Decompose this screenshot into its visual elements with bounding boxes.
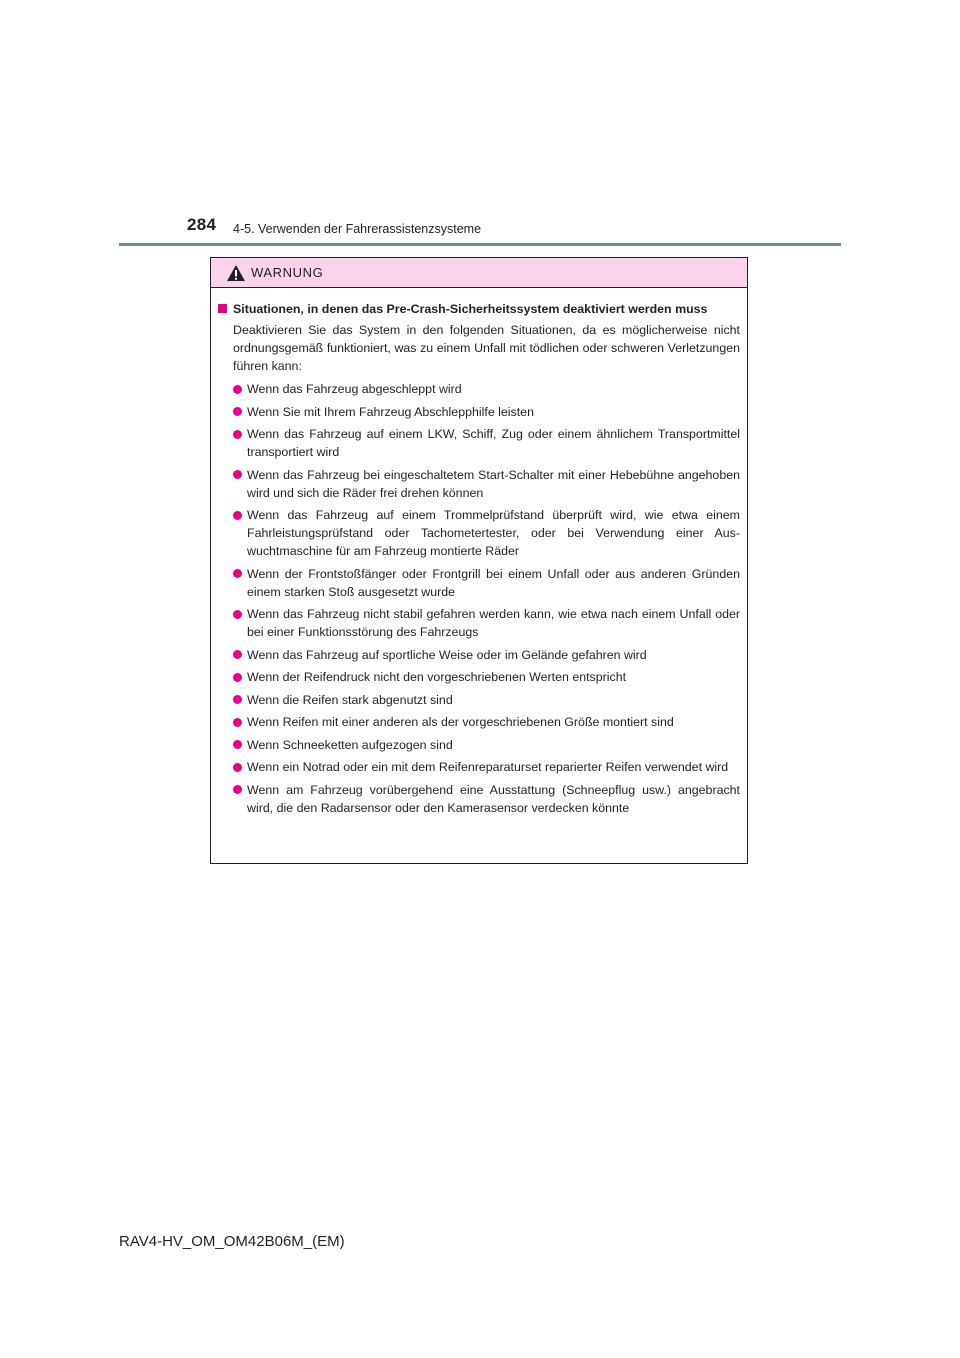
bullet-dot-icon [233,569,242,578]
warning-box [210,257,748,864]
bullet-dot-icon [233,650,242,659]
warning-subheading [218,300,740,318]
list-item [233,668,740,686]
list-item-text: Wenn Schneeketten aufgezogen sind [247,737,453,752]
list-item-text: Wenn das Fahrzeug auf einem Trommelprüfstand überprüft wird, wie etwa einem Fahrleistungsprüfstand oder Tachometertester, oder bei Verwendung einer Auswuchtmaschine für am Fahrzeug montierte Räder [247,508,740,558]
bullet-dot-icon [233,673,242,682]
list-item [233,713,740,731]
bullet-dot-icon [233,470,242,479]
list-item-text: Wenn das Fahrzeug auf einem LKW, Schiff, Zug oder einem ähnlichem Transportmittel transportiert wird [247,427,740,459]
list-item [233,691,740,709]
warning-heading-text: Situationen, in denen das Pre-Crash-Sicherheitssystem deaktiviert werden muss [233,302,708,316]
header-rule [119,243,841,246]
bullet-dot-icon [233,740,242,749]
list-item [233,466,740,502]
list-item [233,781,740,817]
list-item-text: Wenn die Reifen stark abgenutzt sind [247,692,453,707]
page-number: 284 [187,215,217,234]
bullet-dot-icon [233,695,242,704]
list-item-text: Wenn das Fahrzeug auf sportliche Weise oder im Gelände gefahren wird [247,647,647,662]
list-item [233,425,740,461]
list-item-text: Wenn der Reifendruck nicht den vorgeschriebenen Werten entspricht [247,670,627,684]
list-item [233,380,740,398]
list-item [233,506,740,560]
bullet-dot-icon [233,385,242,394]
list-item [233,605,740,641]
bullet-dot-icon [233,511,242,520]
list-item-text: Wenn das Fahrzeug abgeschleppt wird [247,382,462,396]
warning-body [211,288,747,817]
bullet-dot-icon [233,407,242,416]
list-item-text: Wenn Sie mit Ihrem Fahrzeug Abschlepphilfe leisten [247,404,534,419]
list-item [233,403,740,421]
list-item-text: Wenn ein Notrad oder ein mit dem Reifenreparaturset reparierter Reifen verwendet wird [247,760,729,774]
warning-triangle-icon [226,264,246,282]
bullet-dot-icon [233,785,242,794]
warning-label: WARNUNG [251,265,324,280]
section-title: 4-5. Verwenden der Fahrerassistenzsysteme [233,222,482,236]
list-item-text: Wenn Reifen mit einer anderen als der vorgeschriebenen Größe montiert sind [247,715,674,729]
square-bullet-icon [218,304,227,313]
warning-intro: Deaktivieren Sie das System in den folgenden Situationen, da es möglicherweise nicht ordnungsgemäß funktioniert, was zu einem Unfall mit tödlichen oder schweren Verletzungen führen kann: [233,323,740,373]
bullet-dot-icon [233,610,242,619]
list-item [233,736,740,754]
list-item [233,646,740,664]
bullet-dot-icon [233,718,242,727]
list-item-text: Wenn der Frontstoßfänger oder Frontgrill bei einem Unfall oder aus anderen Gründen einem starken Stoß ausgesetzt wurde [247,566,740,599]
situation-list [218,380,740,817]
list-item [233,565,740,601]
list-item-text: Wenn am Fahrzeug vorübergehend eine Ausstattung (Schneepflug usw.) angebracht wird, die den Radarsensor oder den Kamerasensor verdecken könnte [247,782,740,815]
bullet-dot-icon [233,430,242,439]
warning-header [211,258,747,288]
list-item-text: Wenn das Fahrzeug nicht stabil gefahren werden kann, wie etwa nach einem Unfall oder bei einer Funktionsstörung des Fahrzeugs [247,607,740,639]
list-item [233,758,740,776]
document-code: RAV4-HV_OM_OM42B06M_(EM) [119,1233,345,1250]
list-item-text: Wenn das Fahrzeug bei eingeschaltetem Start-Schalter mit einer Hebebühne angehoben wird und sich die Räder frei drehen können [247,467,740,500]
bullet-dot-icon [233,763,242,772]
